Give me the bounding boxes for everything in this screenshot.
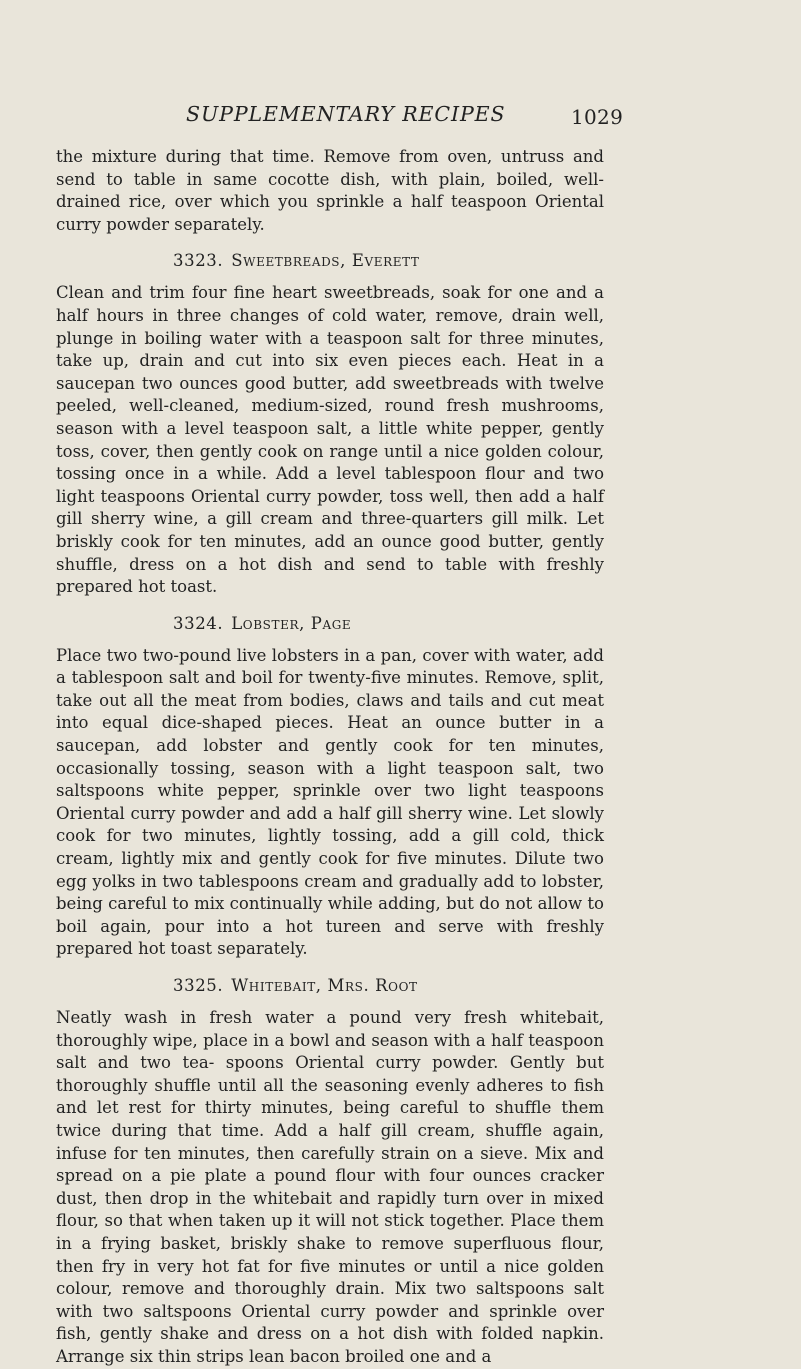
intro-paragraph: the mixture during that time. Remove from oven, untruss and send to table in same cocotte dish, with plain, boiled, well-drained rice, over which you sprinkle a half teaspoon Oriental curry powder separately. [56, 147, 604, 234]
page-number: 1029 [571, 105, 624, 129]
recipe-text-3324: Place two two-pound live lobsters in a pan, cover with water, add a tablespoon salt and boil for twenty-five minutes. Remove, split, take out all the meat from bodies, claws and tails and cut meat into equal dice-shaped pieces. Heat an ounce butter in a saucepan, add lobster and gently cook for ten minutes, occasionally tossing, season with a light teaspoon salt, two saltspoons white pepper, sprinkle over two light teaspoons Oriental curry powder and add a half gill sherry wine. Let slowly cook for two minutes, lightly tossing, add a gill cold, thick cream, lightly mix and gently cook for five minutes. Dilute two egg yolks in two tablespoons cream and gradually add to lobster, being careful to mix continually while adding, but do not allow to boil again, pour into a hot tureen and serve with freshly prepared hot toast separately. [56, 645, 604, 959]
recipe-heading-3323 [56, 250, 604, 272]
running-title: SUPPLEMENTARY RECIPES [186, 102, 506, 126]
recipe-title: Whitebait, Mrs. Root [231, 976, 418, 995]
recipe-text-3325: Neatly wash in fresh water a pound very fresh whitebait, thoroughly wipe, place in a bowl and season with a half teaspoon salt and two tea- spoons Oriental curry powder. Gently but thoroughly shuffle until all the seasoning evenly adheres to fish and let rest for thirty minutes, being careful to shuffle them twice during that time. Add a half gill cream, shuffle again, infuse for ten minutes, then carefully strain on a sieve. Mix and spread on a pie plate a pound flour with four ounces cracker dust, then drop in the whitebait and rapidly turn over in mixed flour, so that when taken up it will not stick together. Place them in a frying basket, briskly shake to remove superfluous flour, then fry in very hot fat for five minutes or until a nice golden colour, remove and thoroughly drain. Mix two saltspoons salt with two saltspoons Oriental curry powder and sprinkle over fish, gently shake and dress on a hot dish with folded napkin. Arrange six thin strips lean bacon broiled one and a [56, 1008, 604, 1366]
page-header [0, 102, 801, 136]
recipe-heading-3325 [56, 975, 604, 997]
recipe-number: 3325. [173, 976, 224, 995]
recipe-number: 3323. [173, 251, 224, 271]
recipe-title: Sweetbreads, Everett [231, 251, 420, 271]
recipe-heading-3324 [56, 613, 604, 635]
recipe-number: 3324. [173, 613, 224, 633]
recipe-text-3323: Clean and trim four fine heart sweetbreads, soak for one and a half hours in three changes of cold water, remove, drain well, plunge in boiling water with a teaspoon salt for three minutes, take up, drain and cut into six even pieces each. Heat in a saucepan two ounces good butter, add sweetbreads with twelve peeled, well-cleaned, medium-sized, round fresh mushrooms, season with a level teaspoon salt, a little white pepper, gently toss, cover, then gently cook on range until a nice golden colour, tossing once in a while. Add a level tablespoon flour and two light teaspoons Oriental curry powder, toss well, then add a half gill sherry wine, a gill cream and three-quarters gill milk. Let briskly cook for ten minutes, add an ounce good butter, gently shuffle, dress on a hot dish and send to table with freshly prepared hot toast. [56, 283, 604, 597]
page-body [56, 146, 604, 1369]
recipe-title: Lobster, Page [231, 613, 352, 633]
